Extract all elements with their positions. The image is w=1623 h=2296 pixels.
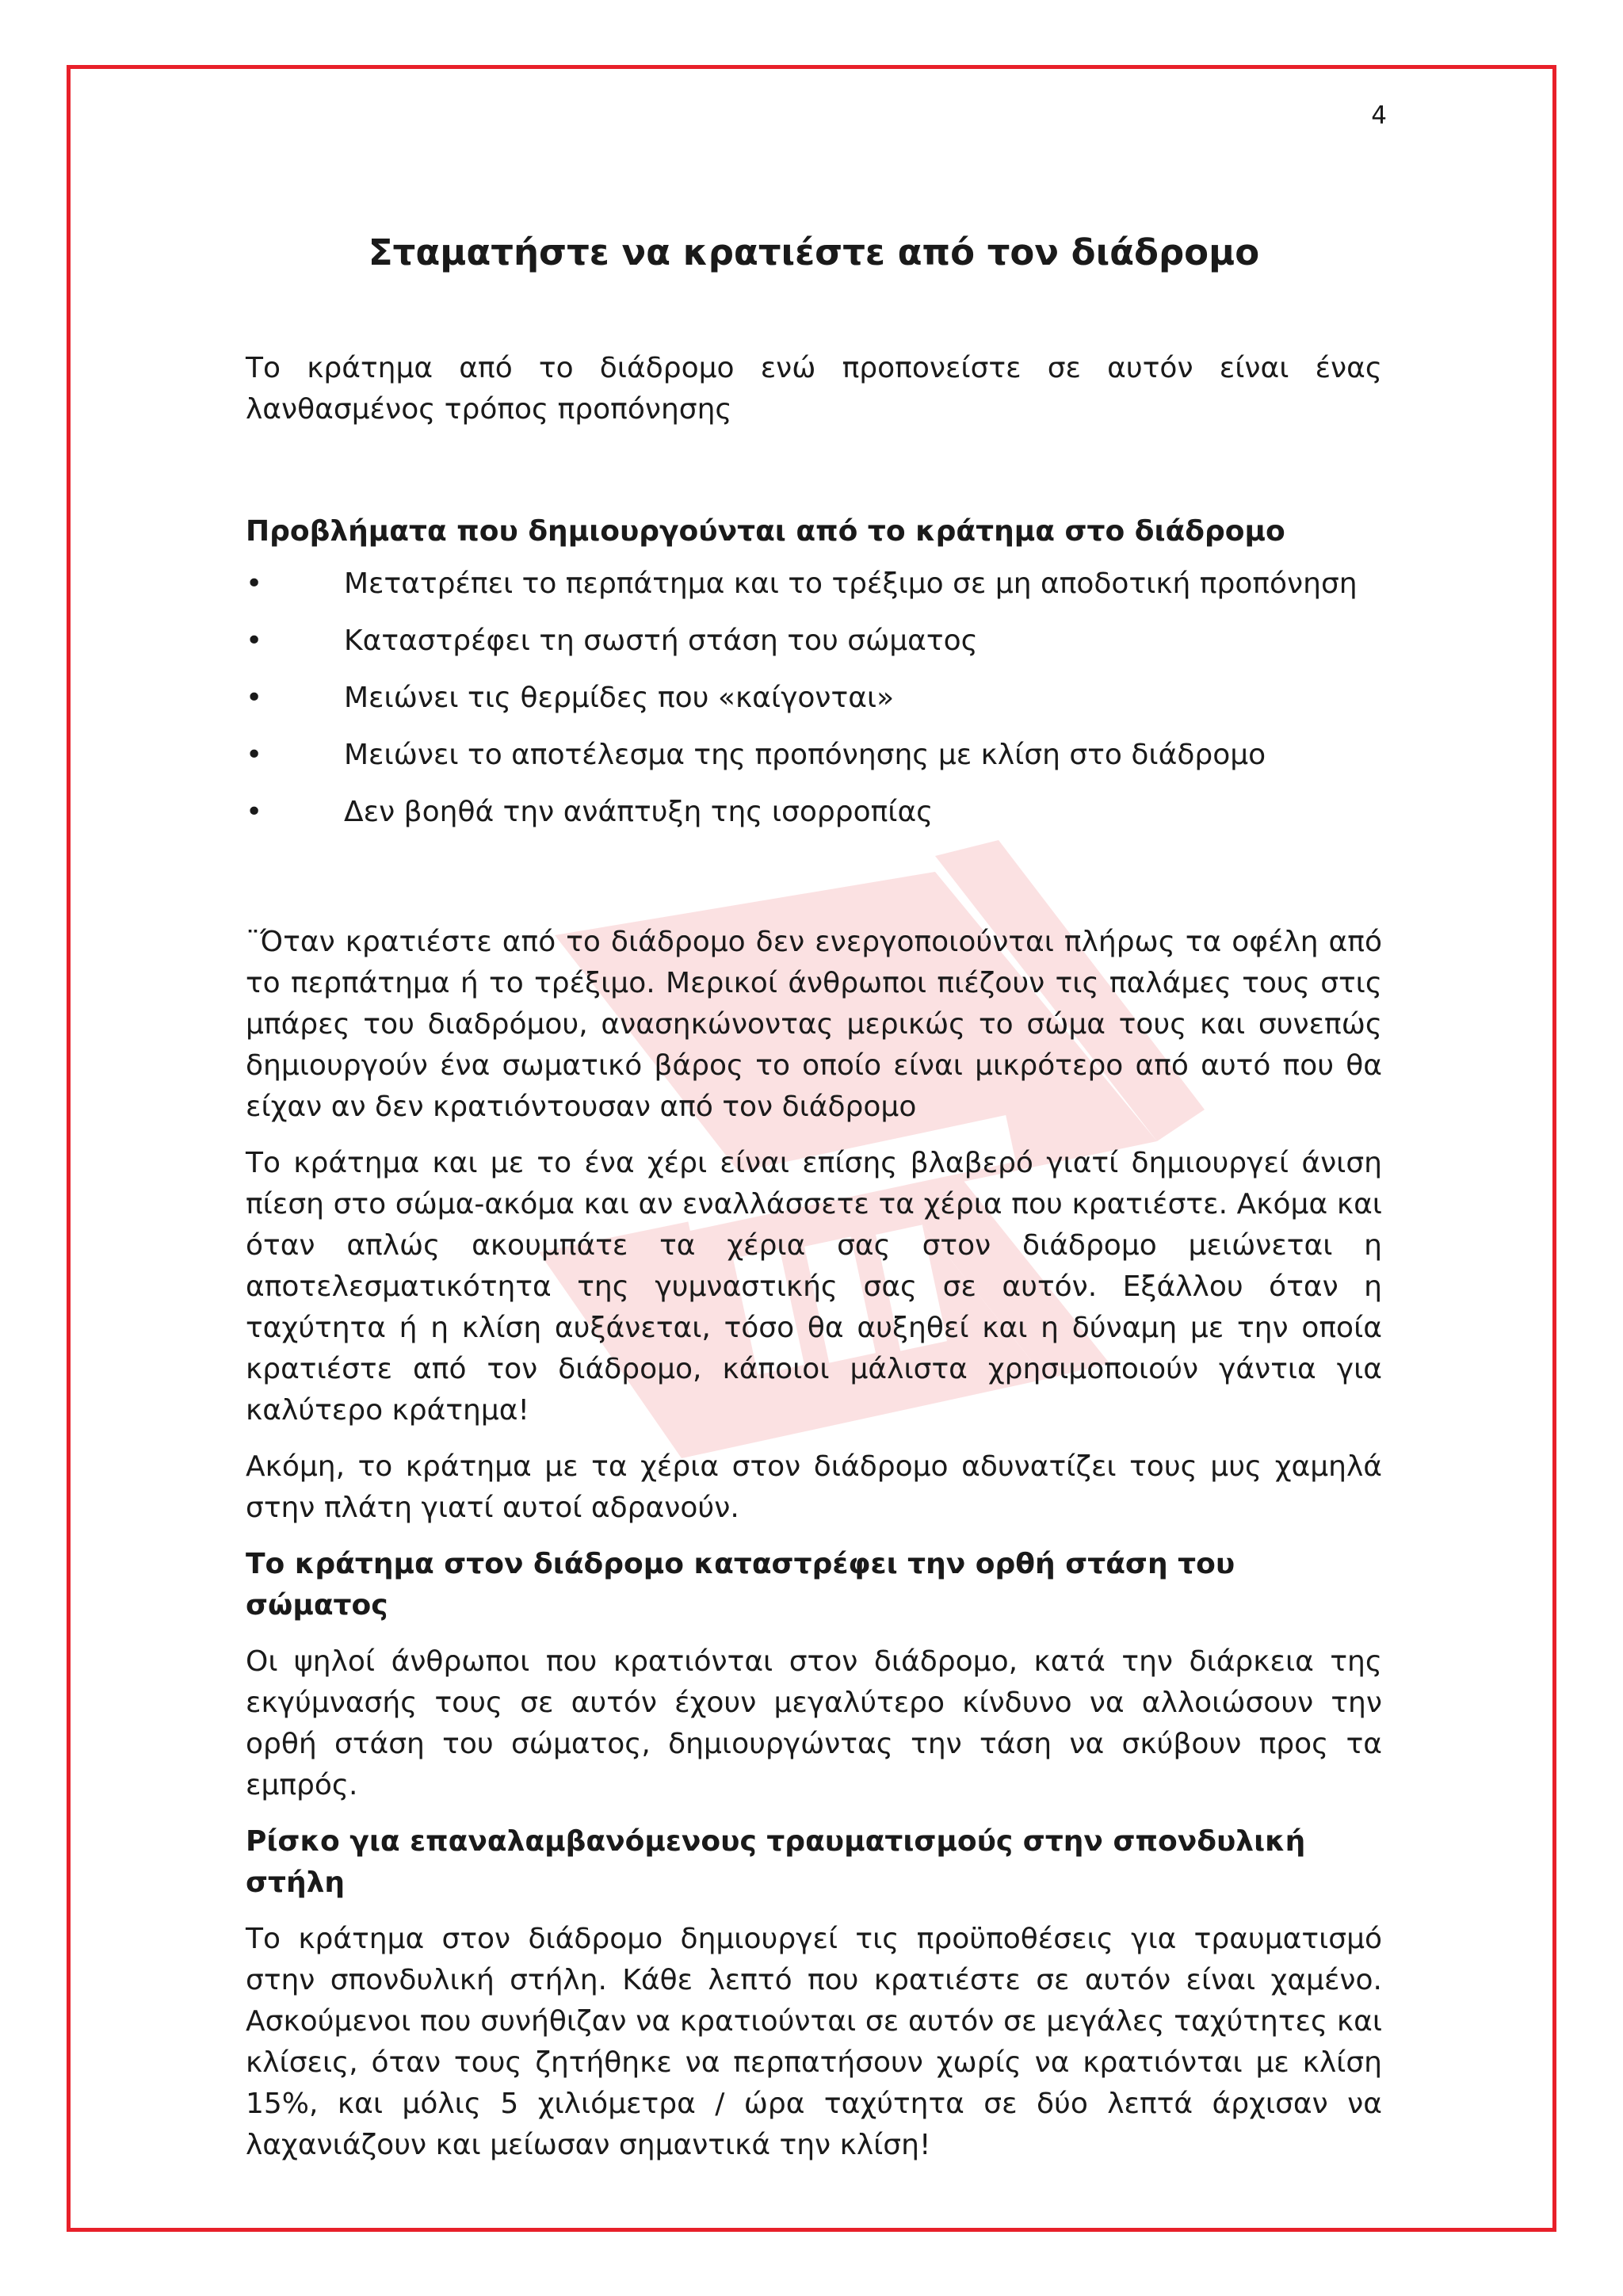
bullet-icon: • xyxy=(246,624,263,657)
bullet-icon: • xyxy=(246,567,263,600)
list-item-text: Καταστρέφει τη σωστή στάση του σώματος xyxy=(344,624,978,657)
list-item-text: Δεν βοηθά την ανάπτυξη της ισορροπίας xyxy=(344,795,934,828)
posture-heading: Το κράτημα στον διάδρομο καταστρέφει την ορθή στάση του σώματος xyxy=(246,1547,1235,1622)
body-paragraph: Ακόμη, το κράτημα με τα χέρια στον διάδρομο αδυνατίζει τους μυς χαμηλά στην πλάτη γιατί αυτοί αδρανούν. xyxy=(246,1450,1382,1524)
list-item-text: Μειώνει τις θερμίδες που «καίγονται» xyxy=(344,681,895,714)
page-number: 4 xyxy=(1371,101,1387,130)
list-item xyxy=(246,678,1382,719)
body-paragraph: Το κράτημα και με το ένα χέρι είναι επίσης βλαβερό γιατί δημιουργεί άνιση πίεση στο σώμα-ακόμα και αν εναλλάσσετε τα χέρια που κρατιέστε. Ακόμα και όταν απλώς ακουμπάτε τα χέρια σας στον διάδρομο μειώνεται η αποτελεσματικότητα της γυμναστικής σας σε αυτόν. Εξάλλου όταν η ταχύτητα ή η κλίση αυξάνεται, τόσο θα αυξηθεί και η δύναμη με την οποία κρατιέστε από τον διάδρομο, κάποιοι μάλιστα χρησιμοποιούν γάντια για καλύτερο κράτημα! xyxy=(246,1146,1382,1427)
page-title: Σταματήστε να κρατιέστε από τον διάδρομο xyxy=(368,231,1260,273)
list-item xyxy=(246,621,1382,662)
body-paragraph: ¨Όταν κρατιέστε από το διάδρομο δεν ενεργοποιούνται πλήρως τα οφέλη από το περπάτημα ή το τρέξιμο. Μερικοί άνθρωποι πιέζουν τις παλάμες τους στις μπάρες του διαδρόμου, ανασηκώνοντας μερικώς το σώμα τους και συνεπώς δημιουργούν ένα σωματικό βάρος το οποίο είναι μικρότερο από αυτό που θα είχαν αν δεν κρατιόντουσαν από τον διάδρομο xyxy=(246,925,1382,1123)
problems-list xyxy=(246,563,1382,833)
list-item-text: Μετατρέπει το περπάτημα και το τρέξιμο σε μη αποδοτική προπόνηση xyxy=(344,567,1358,600)
list-item-text: Μειώνει το αποτέλεσμα της προπόνησης με κλίση στο διάδρομο xyxy=(344,738,1266,771)
problems-heading: Προβλήματα που δημιουργούνται από το κράτημα στο διάδρομο xyxy=(246,514,1285,548)
intro-paragraph: Το κράτημα από το διάδρομο ενώ προπονείστε σε αυτόν είναι ένας λανθασμένος τρόπος προπόνησης xyxy=(246,351,1382,426)
bullet-icon: • xyxy=(246,738,263,771)
list-item xyxy=(246,792,1382,833)
list-item xyxy=(246,563,1382,605)
bullet-icon: • xyxy=(246,681,263,714)
document-body xyxy=(246,230,1382,2181)
risk-heading: Ρίσκο για επαναλαμβανόμενους τραυματισμούς στην σπονδυλική στήλη xyxy=(246,1824,1306,1899)
posture-paragraph: Οι ψηλοί άνθρωποι που κρατιόνται στον διάδρομο, κατά την διάρκεια της εκγύμνασής τους σε αυτόν έχουν μεγαλύτερο κίνδυνο να αλλοιώσουν την ορθή στάση του σώματος, δημιουργώντας την τάση να σκύβουν προς τα εμπρός. xyxy=(246,1645,1382,1801)
bullet-icon: • xyxy=(246,795,263,828)
risk-paragraph: Το κράτημα στον διάδρομο δημιουργεί τις προϋποθέσεις για τραυματισμό στην σπονδυλική στήλη. Κάθε λεπτό που κρατιέστε σε αυτόν είναι χαμένο. Ασκούμενοι που συνήθιζαν να κρατιούνται σε αυτόν σε μεγάλες ταχύτητες και κλίσεις, όταν τους ζητήθηκε να περπατήσουν χωρίς να κρατιόνται με κλίση 15%, και μόλις 5 χιλιόμετρα / ώρα ταχύτητα σε δύο λεπτά άρχισαν να λαχανιάζουν και μείωσαν σημαντικά την κλίση! xyxy=(246,1922,1382,2161)
list-item xyxy=(246,735,1382,776)
